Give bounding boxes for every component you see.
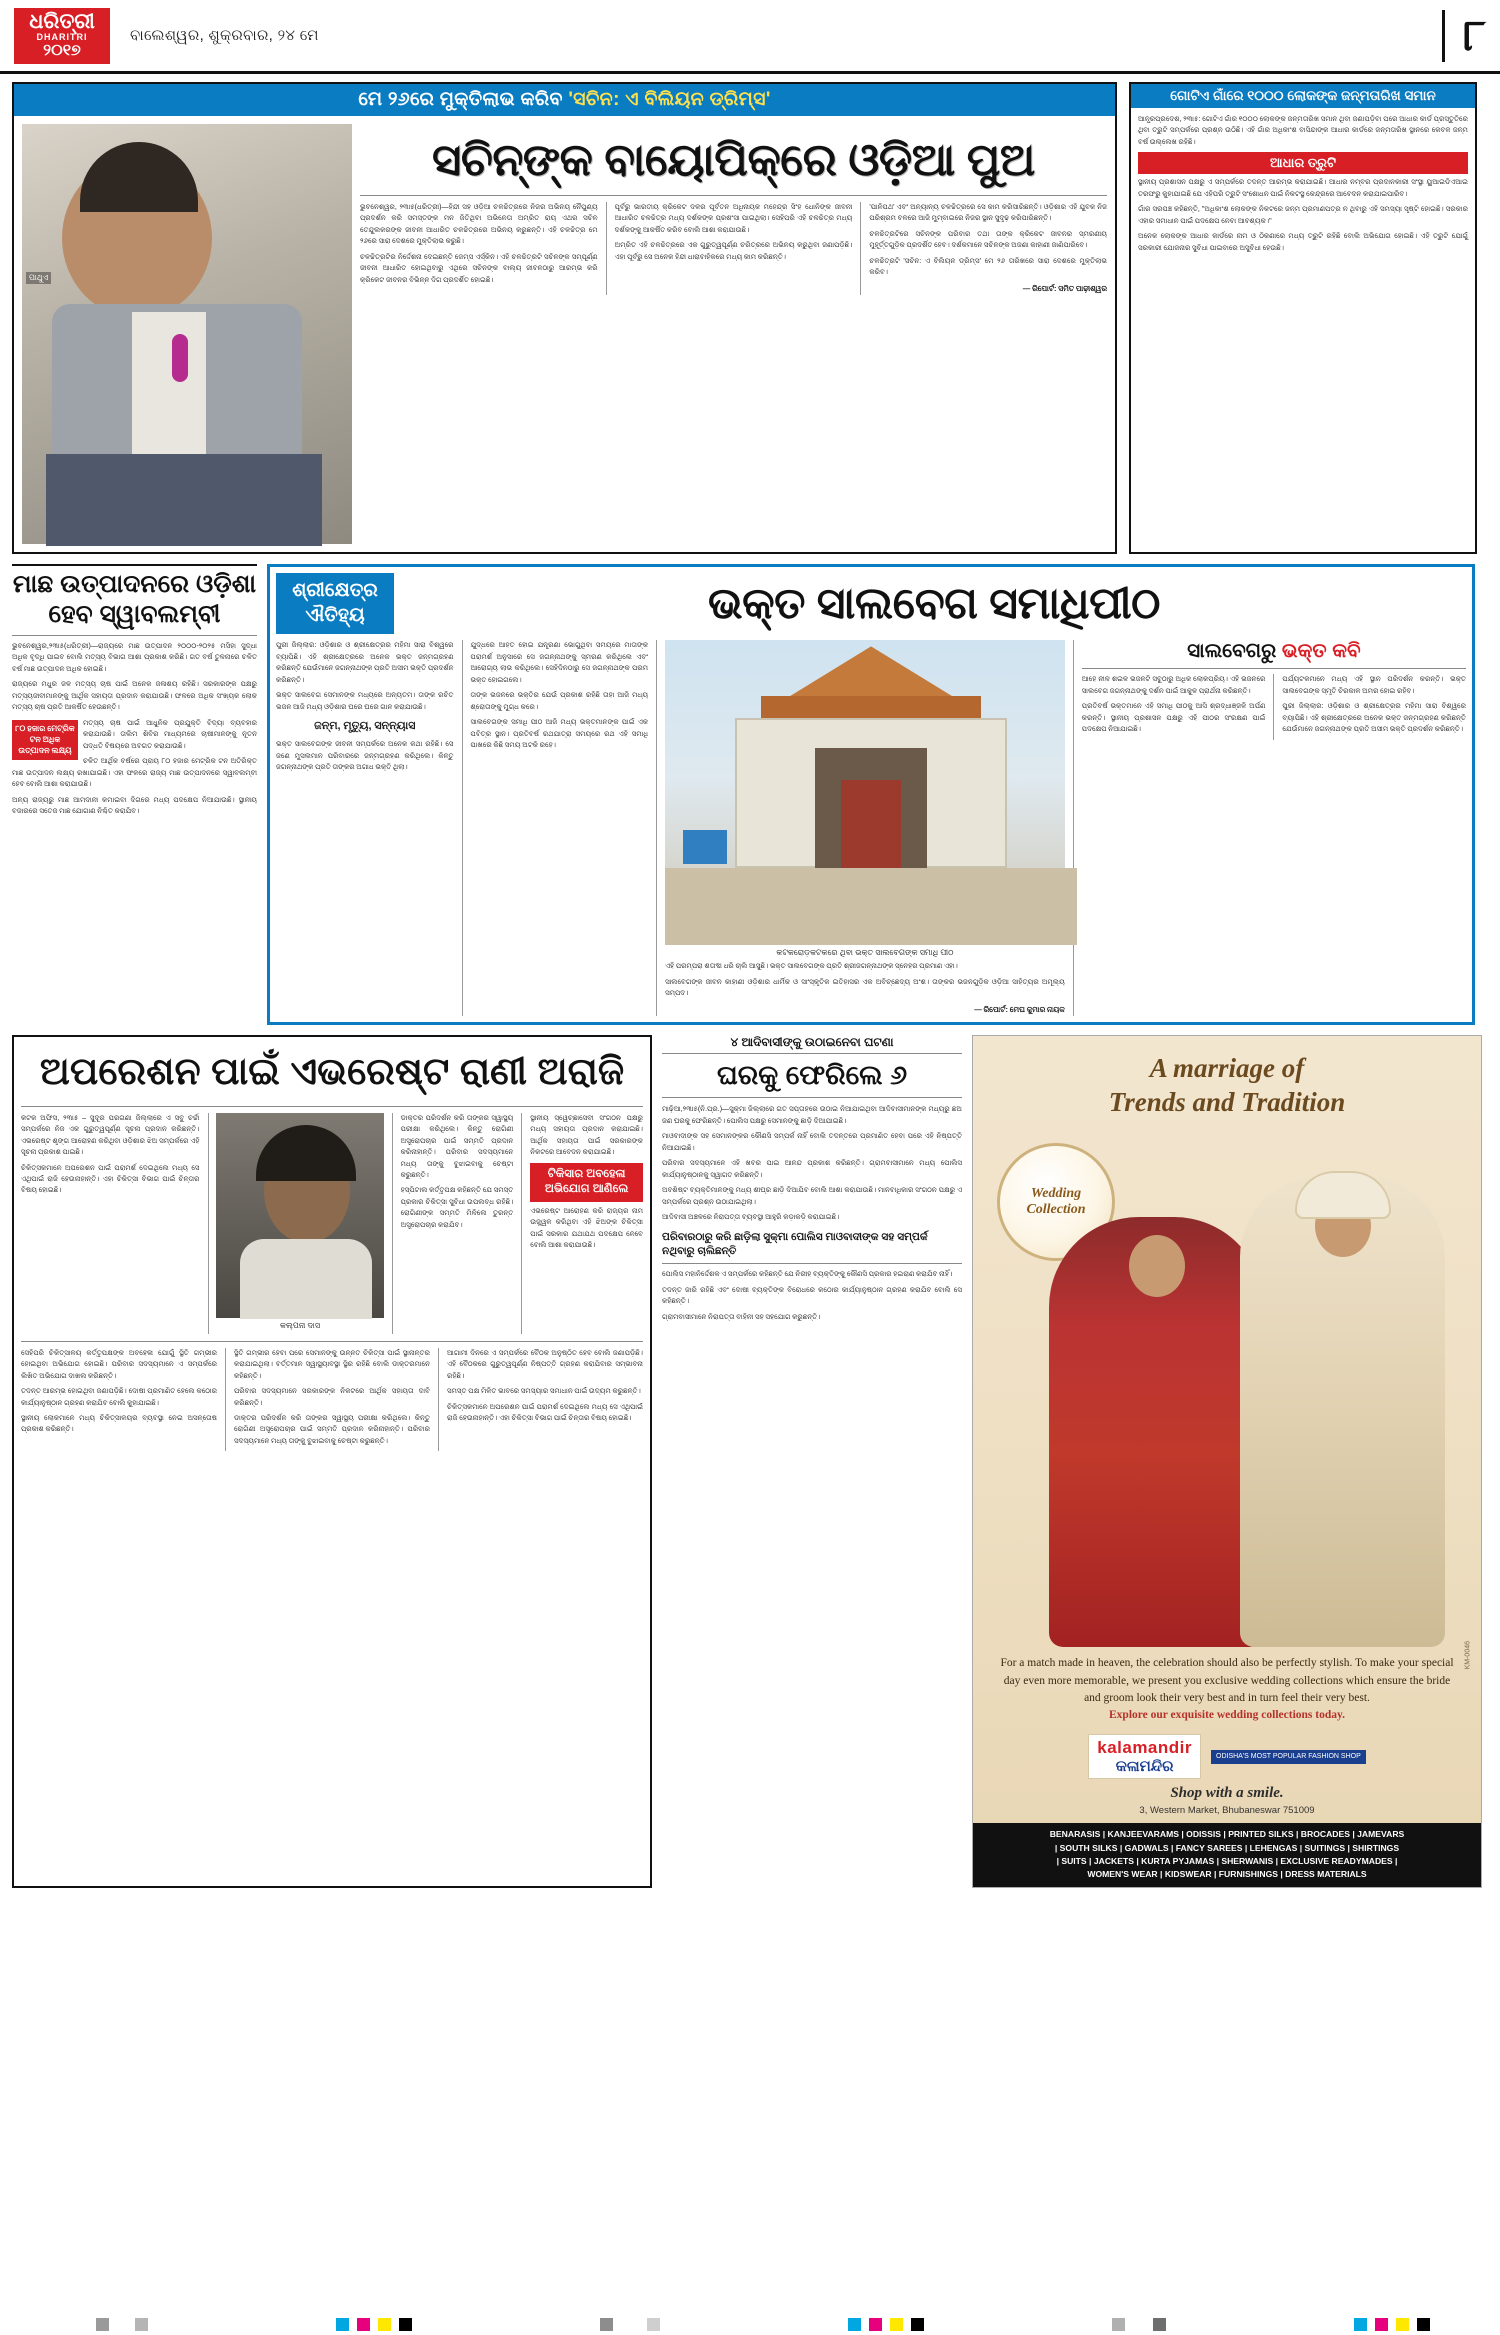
ad-title — [973, 1036, 1481, 1126]
lead-para: ଭୁବନେଶ୍ୱର, ୨୩ା୫(ଧରିତ୍ରୀ)—ହିନ୍ଦୀ ସହ ଓଡ଼ିଆ ଚଳଚ୍ଚିତ୍ରରେ ନିଜର ଅଭିନୟ ନୈପୁଣ୍ୟ ପ୍ରଦର୍ଶନ କରି ସମସ୍ତଙ୍କ ମନ ଜିତିଥିବା ଅଭିନେତା ଅମ୍ରିତ ରାୟ ଏଥର ସଚିନ ତେନ୍ଦୁଲକରଙ୍କ ଜୀବନୀ ଆଧାରିତ ଚଳଚ୍ଚିତ୍ରରେ ଅଭିନୟ କରୁଛନ୍ତି। ଏହି ଚଳଚ୍ଚିତ୍ର ମେ ୨୬ରେ ସାରା ଦେଶରେ ମୁକ୍ତିଲାଭ କରୁଛି। — [360, 203, 598, 246]
sukma-headline: ଘରକୁ ଫେରିଲେ ୬ — [716, 1059, 908, 1090]
salbeg-para: ଆହେ ନୀଳ ଶଇଳ ଭଜନଟି ସବୁଠାରୁ ଅଧିକ ଲୋକପ୍ରିୟ। ଏହି ଭଜନରେ ସାଲବେଗ ଜଗନ୍ନାଥଙ୍କୁ ଦର୍ଶନ ପାଇଁ ଆକୁଳ ପ୍ରାର୍ଥନା କରିଛନ୍ତି। — [1081, 675, 1266, 695]
reg-swatch-cyan — [848, 2318, 861, 2331]
salbeg-subhead-red: ଭକ୍ତ କବି — [1281, 640, 1361, 663]
salbeg-para: ଭକ୍ତ ସାଲବେଗ ସେମାନଙ୍କ ମଧ୍ୟରେ ଅନ୍ୟତମ। ତାଙ୍କ ରଚିତ ଭଜନ ଆଜି ମଧ୍ୟ ଓଡ଼ିଶାର ଘରେ ଘରେ ଗାନ କରାଯାଉଛି। — [276, 691, 454, 711]
ad-product-list — [973, 1823, 1481, 1886]
everest-para: ହସ୍ପିଟାଲ କର୍ତ୍ତୃପକ୍ଷ କହିଛନ୍ତି ଯେ ସମସ୍ତ ପ୍ରକାର ଚିକିତ୍ସା ସୁବିଧା ଉପଲବ୍ଧ ରହିଛି। ରୋଗିଣୀଙ୍କ ସମ୍ମତି ମିଳିଲେ ତୁରନ୍ତ ଅସ୍ତ୍ରୋପଚାର କରାଯିବ। — [400, 1186, 514, 1229]
ad-copy — [973, 1647, 1481, 1728]
salbeg-subhead: ଜନ୍ମ, ମୃତ୍ୟୁ, ସନ୍ନ୍ୟାସ — [314, 720, 416, 733]
reg-swatch-yellow — [378, 2318, 391, 2331]
salbeg-headline: ଭକ୍ତ ସାଲବେଗ ସମାଧିପୀଠ — [707, 578, 1161, 628]
fish-production-story — [12, 564, 257, 1025]
brand-name-en: kalamandir — [1097, 1738, 1192, 1758]
column-divider — [606, 202, 607, 295]
salbeg-feature — [267, 564, 1475, 1025]
lead-photo-label: ପାଥୁଏ — [26, 272, 51, 284]
kalpana-das-photo — [216, 1113, 383, 1318]
everest-para: ସ୍ଥାନୀୟ ଲୋକମାନେ ମଧ୍ୟ ଚିକିତ୍ସାଳୟର ବ୍ୟବସ୍ଥା ନେଇ ଅସନ୍ତୋଷ ପ୍ରକାଶ କରିଛନ୍ତି। — [21, 1413, 217, 1434]
page-number-wrap — [1442, 8, 1486, 64]
salbeg-para: ପ୍ରତିବର୍ଷ ଭକ୍ତମାନେ ଏହି ସମାଧି ପୀଠକୁ ଆସି ଶ୍ରଦ୍ଧାଞ୍ଜଳି ଅର୍ପଣ କରନ୍ତି। ସ୍ଥାନୀୟ ପ୍ରଶାସନ ପକ୍ଷରୁ ଏହି ପୀଠର ସଂରକ୍ଷଣ ପାଇଁ ପଦକ୍ଷେପ ନିଆଯାଇଛି। — [1081, 702, 1266, 734]
kalpana-das-caption: କଲ୍ପନା ଦାସ — [280, 1320, 321, 1330]
bride-figure — [1049, 1217, 1264, 1647]
newspaper-logo — [14, 8, 110, 64]
salbeg-right-divider — [1082, 668, 1466, 669]
lead-para: ପୂର୍ବରୁ ଭାରତୀୟ କ୍ରିକେଟ ଦଳର ପୂର୍ବତନ ଅଧିନାୟକ ମହେନ୍ଦ୍ର ସିଂହ ଧୋନିଙ୍କ ଜୀବନୀ ଆଧାରିତ ଚଳଚ୍ଚିତ୍ର ମଧ୍ୟ ଦର୍ଶକଙ୍କ ପ୍ରଶଂସା ପାଇଥିଲା। ସେହିପରି ଏହି ଚଳଚ୍ଚିତ୍ର ମଧ୍ୟ ଦର୍ଶକଙ୍କୁ ଆକର୍ଷିତ କରିବ ବୋଲି ଆଶା କରାଯାଉଛି। — [614, 203, 853, 234]
reg-swatch-cyan — [1354, 2318, 1367, 2331]
lead-kicker — [14, 84, 1115, 116]
salbeg-para: ଯୁଦ୍ଧରେ ଆହତ ହୋଇ ଯନ୍ତ୍ରଣା ଭୋଗୁଥିବା ସମୟରେ ମାତାଙ୍କ ପରାମର୍ଶ ଅନୁସାରେ ସେ ଜଗନ୍ନାଥଙ୍କୁ ସ୍ମରଣ କରିଥିଲେ ଏବଂ ଆରୋଗ୍ୟ ଲାଭ କରିଥିଲେ। ସେହିଦିନଠାରୁ ସେ ଜଗନ୍ନାଥଙ୍କ ପରମ ଭକ୍ତ ହୋଇଗଲେ। — [470, 641, 649, 684]
lead-column-3 — [869, 202, 1107, 295]
everest-para: ସ୍ଥାନୀୟ ସ୍ୱେଚ୍ଛାସେବୀ ସଂଗଠନ ପକ୍ଷରୁ ମଧ୍ୟ ସହାୟତା ପ୍ରଦାନ କରାଯାଇଛି। ଆର୍ଥିକ ସହାୟତା ପାଇଁ ସରକାରଙ୍କ ନିକଟରେ ଆବେଦନ କରାଯାଇଛି। — [530, 1113, 643, 1157]
reg-swatch-gray — [600, 2318, 613, 2331]
edition-line: ବାଲେଶ୍ୱର, ଶୁକ୍ରବାର, ୨୪ ମେ — [130, 27, 319, 44]
lead-story — [12, 82, 1117, 554]
column-divider — [208, 1113, 209, 1334]
aadhaar-para: ସ୍ଥାନୀୟ ପ୍ରଶାସନ ପକ୍ଷରୁ ଏ ସମ୍ପର୍କରେ ତଦନ୍ତ ଆରମ୍ଭ କରାଯାଇଛି। ଆଧାର ନମ୍ବର ପ୍ରଦାନକାରୀ ସଂସ୍ଥା ୟୁଆଇଡିଏଆଇ ତରଫରୁ କୁହାଯାଇଛି ଯେ ଏହିପରି ତ୍ରୁଟି ସଂଶୋଧନ ପାଇଁ ନିକଟସ୍ଥ କେନ୍ଦ୍ରରେ ଆବେଦନ କରାଯାଇପାରିବ। — [1138, 178, 1468, 198]
everest-para: ତଦନ୍ତ ଆରମ୍ଭ ହୋଇଥିବା ଜଣାପଡ଼ିଛି। ଦୋଷୀ ପ୍ରମାଣିତ ହେଲେ କଠୋର କାର୍ଯ୍ୟାନୁଷ୍ଠାନ ଗ୍ରହଣ କରାଯିବ ବୋଲି କୁହାଯାଇଛି। — [21, 1387, 217, 1407]
everest-photo-column — [216, 1113, 383, 1334]
lead-para: ଚଳଚ୍ଚିତ୍ରଟିର ନିର୍ଦ୍ଦେଶନା ଦେଇଛନ୍ତି ଜେମ୍ସ ଏର୍ସ୍କିନ। ଏହି ଚଳଚ୍ଚିତ୍ରଟି ସଚିନଙ୍କ ସମ୍ପୂର୍ଣ୍ଣ ଜୀବନୀ ଆଧାରିତ ହୋଇଥିବାରୁ ଏଥିରେ ସଚିନଙ୍କ ବାଲ୍ୟ ଜୀବନଠାରୁ ଆରମ୍ଭ କରି କ୍ରିକେଟ ଜୀବନର ବିଭିନ୍ନ ଦିଗ ପ୍ରଦର୍ଶିତ ହୋଇଛି। — [360, 252, 598, 284]
reg-swatch-gray — [1153, 2318, 1166, 2331]
salbeg-right-col-2 — [1282, 674, 1466, 739]
salbeg-para: ପର୍ଯ୍ୟଟକମାନେ ମଧ୍ୟ ଏହି ସ୍ଥାନ ପରିଦର୍ଶନ କରନ୍ତି। ଭକ୍ତ ସାଲବେଗଙ୍କ ସ୍ମୃତି ଚିରକାଳ ଅମର ହୋଇ ରହିବ। — [1282, 675, 1466, 695]
advertisement[interactable] — [972, 1035, 1482, 1888]
sukma-para: ମାଢ଼ିଆ,୨୩ା୫(ନି.ପ୍ର.)—ସୁକ୍ମା ଜିଲ୍ଲାରେ ଗତ ସପ୍ତାହରେ ଉଠାଇ ନିଆଯାଇଥିବା ଆଦିବାସୀମାନଙ୍କ ମଧ୍ୟରୁ ଛଅ ଜଣ ଘରକୁ ଫେରିଛନ୍ତି। ପୋଲିସ ପକ୍ଷରୁ ସେମାନଙ୍କୁ ଛାଡ଼ି ଦିଆଯାଇଛି। — [662, 1105, 962, 1125]
everest-para: ସ୍ଥିତି ଗମ୍ଭୀର ହେବା ପରେ ସେମାନଙ୍କୁ ଉନ୍ନତ ଚିକିତ୍ସା ପାଇଁ ସ୍ଥାନାନ୍ତର କରାଯାଇଥିଲା। ବର୍ତ୍ତମାନ ସ୍ୱାସ୍ଥ୍ୟାବସ୍ଥା ସ୍ଥିର ରହିଛି ବୋଲି ଡାକ୍ତରମାନେ କହିଛନ୍ତି। — [234, 1348, 430, 1380]
salbeg-byline: — ରିପୋର୍ଟ: ମେଘ କୁମାର ନାୟକ — [974, 1004, 1065, 1014]
reg-swatch-black — [1417, 2318, 1430, 2331]
lead-para: ଚଳଚ୍ଚିତ୍ରଟି 'ସଚିନ: ଏ ବିଲିୟନ ଡ୍ରିମ୍ସ' ମେ ୨୬ ତାରିଖରେ ସାରା ଦେଶରେ ମୁକ୍ତିଲାଭ କରିବ। — [869, 256, 1108, 277]
aadhaar-headline: ଗୋଟିଏ ଗାଁରେ ୧୦୦୦ ଲୋକଙ୍କ ଜନ୍ମତାରିଖ ସମାନ — [1131, 84, 1475, 108]
sukma-body-lower — [662, 1269, 962, 1323]
everest-lower-divider — [21, 1341, 643, 1342]
ad-title-line2: Trends and Tradition — [1108, 1086, 1346, 1117]
salbeg-para: ଏହି ପରମ୍ପରା ଶତାବ୍ଦୀ ଧରି ଚାଲି ଆସୁଛି। ଭକ୍ତ ସାଲବେଗଙ୍କ ପ୍ରତି ଶ୍ରୀଜଗନ୍ନାଥଙ୍କ ସ୍ନେହର ପ୍ରମାଣ ଏହା। — [665, 962, 958, 971]
salbeg-right-column — [1082, 640, 1466, 1016]
sukma-subhead: ପରିବାରଠାରୁ କରି ଛାଡ଼ିଲା ସୁକ୍ମା ପୋଲିସ ମାଓବାଦୀଙ୍କ ସହ ସମ୍ପର୍କ ନଥିବାରୁ ଚାଲିଛନ୍ତି — [662, 1230, 928, 1258]
salbeg-column-2 — [471, 640, 649, 1016]
lead-divider — [360, 195, 1107, 196]
print-registration-bar — [0, 2313, 1500, 2335]
aadhaar-body-bottom — [1138, 177, 1468, 254]
salbeg-photo-wrap — [665, 640, 1065, 945]
fish-headline: ମାଛ ଉତ୍ପାଦନରେ ଓଡ଼ିଶା ହେବ ସ୍ୱାବଲମ୍ବୀ — [12, 570, 257, 628]
ad-side-code: KM-0046 — [1464, 1641, 1471, 1670]
reg-swatch-cyan — [336, 2318, 349, 2331]
lead-column-2 — [615, 202, 853, 295]
fish-para: ଚଳିତ ଆର୍ଥିକ ବର୍ଷରେ ପ୍ରାୟ ୮୦ ହଜାର ମେଟ୍ରିକ ଟନ ଅତିରିକ୍ତ ମାଛ ଉତ୍ପାଦନ ଲକ୍ଷ୍ୟ ରଖାଯାଇଛି। ଏହା ଫଳରେ ରାଜ୍ୟ ମାଛ ଉତ୍ପାଦନରେ ସ୍ୱାବଲମ୍ବୀ ହେବ ବୋଲି ଆଶା କରାଯାଉଛି। — [12, 757, 257, 789]
sukma-story — [662, 1035, 962, 1888]
lead-para: ଚଳଚ୍ଚିତ୍ରଟିରେ ସଚିନଙ୍କ ପରିବାର ତଥା ତାଙ୍କ କ୍ରିକେଟ ଜୀବନର ସ୍ମରଣୀୟ ମୁହୂର୍ତ୍ତଗୁଡ଼ିକ ପ୍ରଦର୍ଶିତ ହେବ। ଦର୍ଶକମାନେ ସଚିନଙ୍କ ଅଜଣା କାହାଣୀ ଜାଣିପାରିବେ। — [869, 229, 1108, 250]
aadhaar-para: ଅନେକ ଲୋକଙ୍କ ଆଧାର କାର୍ଡରେ ନାମ ଓ ଠିକଣାରେ ମଧ୍ୟ ତ୍ରୁଟି ରହିଛି ବୋଲି ଅଭିଯୋଗ ହୋଇଛି। ଏହି ତ୍ରୁଟି ଯୋଗୁଁ ସରକାରୀ ଯୋଜନାର ସୁବିଧା ପାଇବାରେ ଅସୁବିଧା ହେଉଛି। — [1138, 232, 1468, 252]
masthead — [0, 0, 1500, 74]
salbeg-para: ପୁରୀ ଜିଲ୍ଲାର: ଓଡ଼ିଶାର ଓ ଶ୍ରୀକ୍ଷେତ୍ରର ମହିମା ସାରା ବିଶ୍ୱରେ ବ୍ୟାପିଛି। ଏହି ଶ୍ରୀକ୍ଷେତ୍ରରେ ଅନେକ ଭକ୍ତ ଜନ୍ମଗ୍ରହଣ କରିଛନ୍ତି ଯେଉଁମାନେ ଜଗନ୍ନାଥଙ୍କ ପ୍ରତି ଅସୀମ ଭକ୍ତି ପ୍ରଦର୍ଶନ କରିଛନ୍ତି। — [276, 641, 454, 684]
fish-para: ଭୁବନେଶ୍ୱର,୨୩ା୫(ଧରିତ୍ରୀ)—ରାଜ୍ୟରେ ମାଛ ଉତ୍ପାଦନ ୨୦୦୦-୨୦୨୫ ମସିହା ସୁଦ୍ଧା ଅଧିକ ବୃଦ୍ଧି ପାଇବ ବୋଲି ମତ୍ସ୍ୟ ବିଭାଗ ଆଶା ପ୍ରକାଶ କରିଛି। ଗତ ବର୍ଷ ତୁଳନାରେ ଚଳିତ ବର୍ଷ ମାଛ ଉତ୍ପାଦନ ଅଧିକ ହୋଇଛି। — [12, 642, 257, 673]
everest-para: ସମସ୍ତ ପକ୍ଷ ମିଳିତ ଭାବରେ ସମସ୍ୟାର ସମାଧାନ ପାଇଁ ଉଦ୍ୟମ କରୁଛନ୍ତି। — [447, 1387, 641, 1396]
everest-pullquote: ଟିକିସାର ଅବହେଳା ଅଭିଯୋଗ ଆଣିଲେ — [530, 1163, 643, 1202]
lead-column-1 — [360, 202, 598, 295]
reg-swatch-magenta — [869, 2318, 882, 2331]
salbeg-photo-col-text — [665, 961, 1065, 1016]
everest-para: ଡାକ୍ତର ପରିଦର୍ଶନ କରି ତାଙ୍କର ସ୍ୱାସ୍ଥ୍ୟ ପରୀକ୍ଷା କରିଥିଲେ। କିନ୍ତୁ ରୋଗିଣୀ ଅସ୍ତ୍ରୋପଚାର ପାଇଁ ସମ୍ମତି ପ୍ରଦାନ କରିନାହାନ୍ତି। ପରିବାର ସଦସ୍ୟମାନେ ମଧ୍ୟ ତାଙ୍କୁ ବୁଝାଇବାକୁ ଚେଷ୍ଟା କରୁଛନ୍ତି। — [400, 1113, 514, 1179]
salbeg-badge-line1: ଶ୍ରୀକ୍ଷେତ୍ର — [292, 580, 378, 601]
lead-para: ଅମ୍ରିତ ଏହି ଚଳଚ୍ଚିତ୍ରରେ ଏକ ଗୁରୁତ୍ୱପୂର୍ଣ୍ଣ ଚରିତ୍ରରେ ଅଭିନୟ କରୁଥିବା ଜଣାପଡ଼ିଛି। ଏହା ପୂର୍ବରୁ ସେ ଅନେକ ହିନ୍ଦୀ ଧାରାବାହିକରେ ମଧ୍ୟ କାମ କରିଛନ୍ତି। — [614, 241, 853, 261]
bride-head — [1129, 1235, 1185, 1297]
column-divider — [521, 1113, 522, 1334]
everest-column-2 — [401, 1113, 514, 1334]
salbeg-photo-caption: କଟକରୋଡ଼କଟକରେ ଥିବା ଭକ୍ତ ସାଲବେଗଙ୍କ ସମାଧି ପୀଠ — [776, 948, 954, 958]
everest-para: ଚିକିତ୍ସକମାନେ ଅପରେଶନ ପାଇଁ ପରାମର୍ଶ ଦେଇଥିଲେ ମଧ୍ୟ ସେ ଏଥିପାଇଁ ରାଜି ହେଉନାହାନ୍ତି। ଏହା ଚିକିତ୍ସା ବିଭାଗ ପାଇଁ ଚିନ୍ତାର ବିଷୟ ହୋଇଛି। — [447, 1402, 643, 1422]
seal-line1: Wedding — [1030, 1185, 1082, 1201]
column-divider — [462, 640, 463, 1016]
sukma-para: ଆଦିବାସୀ ଅଞ୍ଚଳରେ ନିରାପତ୍ତା ବ୍ୟବସ୍ଥା ଆହୁରି କଡ଼ାକଡ଼ି କରାଯାଇଛି। — [662, 1213, 840, 1222]
bottom-section — [0, 1025, 1500, 1888]
reg-swatch-gray — [96, 2318, 109, 2331]
lead-columns — [360, 202, 1107, 295]
masthead-divider — [1442, 10, 1445, 62]
turban-icon — [1295, 1171, 1391, 1219]
salbeg-para: ସାଲବେଗଙ୍କ ଜୀବନ କାହାଣୀ ଓଡ଼ିଶାର ଧାର୍ମିକ ଓ ସାଂସ୍କୃତିକ ଇତିହାସର ଏକ ଅବିଚ୍ଛେଦ୍ୟ ଅଂଶ। ତାଙ୍କର ଭଜନଗୁଡ଼ିକ ଓଡ଼ିଆ ସାହିତ୍ୟର ଅମୂଲ୍ୟ ସମ୍ପଦ। — [665, 977, 1065, 998]
everest-para: ଚିକିତ୍ସକମାନେ ଅପରେଶନ ପାଇଁ ପରାମର୍ଶ ଦେଇଥିଲେ ମଧ୍ୟ ସେ ଏଥିପାଇଁ ରାଜି ହେଉନାହାନ୍ତି। ଏହା ଚିକିତ୍ସା ବିଭାଗ ପାଇଁ ଚିନ୍ତାର ବିଷୟ ହୋଇଛି। — [21, 1163, 200, 1195]
status-badge: ଆଧାର ତ୍ରୁଟି — [1138, 152, 1468, 174]
salbeg-para: ସାଲବେଗଙ୍କ ସମାଧି ପୀଠ ଆଜି ମଧ୍ୟ ଭକ୍ତମାନଙ୍କ ପାଇଁ ଏକ ପବିତ୍ର ସ୍ଥାନ। ପ୍ରତିବର୍ଷ ରଥଯାତ୍ରା ସମୟରେ ରଥ ଏହି ସମାଧି ପାଖରେ କିଛି ସମୟ ଅଟକି ରହେ। — [470, 718, 649, 750]
column-divider — [860, 202, 861, 295]
ad-product-line-1: BENARASIS | KANJEEVARAMS | ODISSIS | PRINTED SILKS | BROCADES | JAMEVARS — [1049, 1829, 1405, 1840]
logo-subtitle: DHARITRI — [36, 32, 88, 43]
reg-swatch-black — [399, 2318, 412, 2331]
page-number: ୮ — [1463, 10, 1486, 60]
reg-swatch-magenta — [1375, 2318, 1388, 2331]
sukma-divider-top — [662, 1053, 962, 1054]
ad-brand-row[interactable] — [973, 1734, 1481, 1779]
column-divider — [438, 1348, 439, 1452]
top-section — [0, 74, 1500, 554]
everest-lower-column-1 — [21, 1348, 217, 1452]
brand-logo[interactable] — [1088, 1734, 1201, 1779]
ad-address: 3, Western Market, Bhubaneswar 751009 — [1139, 1805, 1315, 1817]
fish-divider — [12, 635, 257, 636]
aadhaar-story — [1129, 82, 1477, 554]
reg-swatch-yellow — [890, 2318, 903, 2331]
ad-image-stage — [979, 1127, 1475, 1670]
lead-byline: — ରିପୋର୍ଟ: ସମିତ ପାଢ଼ୀଶ୍ୱର — [1022, 283, 1108, 293]
salbeg-column-1 — [276, 640, 454, 1016]
salbeg-subhead-plain: ସାଲବେଗରୁ — [1187, 640, 1282, 663]
lead-photo — [22, 124, 352, 544]
ad-title-line1: A marriage of — [1149, 1052, 1305, 1083]
salbeg-header — [276, 573, 1466, 634]
fish-para: ଅନ୍ୟ ରାଜ୍ୟରୁ ମାଛ ଆମଦାନୀ କମାଇବା ଦିଗରେ ମଧ୍ୟ ପଦକ୍ଷେପ ନିଆଯାଉଛି। ସ୍ଥାନୀୟ ବଜାରରେ ସତେଜ ମାଛ ଯୋଗାଣ ନିଶ୍ଚିତ କରାଯିବ। — [12, 795, 257, 816]
reg-swatch-gray — [1112, 2318, 1125, 2331]
groom-figure — [1240, 1177, 1445, 1647]
salbeg-body — [276, 640, 1466, 1016]
everest-headline: ଅପରେଶନ ପାଇଁ ଏଭରେଷ୍ଟ ରାଣୀ ଅରାଜି — [39, 1050, 625, 1093]
ad-copy-text: For a match made in heaven, the celebration should also be perfectly stylish. To make your special day even more memorable, we present you exclusive wedding collections which ensure the bride and groom look their very best and in turn feel their very best. — [1000, 1657, 1454, 1704]
reg-swatch-magenta — [357, 2318, 370, 2331]
column-divider — [392, 1113, 393, 1334]
salbeg-right-col-1 — [1082, 674, 1266, 739]
column-divider — [225, 1348, 226, 1452]
everest-para: କଟକ ଅଫିସ, ୨୩ା୫ – ସୁଦୂର ପରଗଣା ଜିଲ୍ଲାରେ ଏ ସବୁ ଚର୍ଚ୍ଚା ସମ୍ପର୍କରେ ନିଜ ଏକ ଗୁରୁତ୍ୱପୂର୍ଣ୍ଣ ସୂଚନା ପ୍ରଦାନ କରିଛନ୍ତି। ଏଭରେଷ୍ଟ ଶୃଙ୍ଗ ଆରୋହଣ କରିଥିବା ଓଡ଼ିଶାର ଝିଅ ସମ୍ପର୍କରେ ଏହି ସୂଚନା ପ୍ରକାଶ ପାଇଛି। — [21, 1113, 200, 1157]
column-divider — [656, 640, 657, 1016]
everest-para: ଏଭରେଷ୍ଟ ଆରୋହଣ କରି ରାଜ୍ୟର ନାମ ଉଜ୍ଜ୍ୱଳ କରିଥିବା ଏହି ଝିଅଙ୍କ ଚିକିତ୍ସା ପାଇଁ ସରକାର ଯଥାଯଥ ପଦକ୍ଷେପ ନେବେ ବୋଲି ଆଶା କରାଯାଉଛି। — [530, 1206, 643, 1249]
lead-kicker-highlight: 'ସଚିନ: ଏ ବିଲିୟନ ଡ୍ରିମ୍ସ' — [568, 89, 771, 110]
everest-lower-column-3 — [447, 1348, 643, 1452]
everest-para: ସେହିପରି ଚିକିତ୍ସାଳୟ କର୍ତ୍ତୃପକ୍ଷଙ୍କ ଅବହେଳା ଯୋଗୁଁ ସ୍ଥିତି ଗମ୍ଭୀର ହୋଇଥିବା ଅଭିଯୋଗ ହୋଇଛି। ପରିବାର ସଦସ୍ୟମାନେ ଏ ସମ୍ପର୍କରେ ଲିଖିତ ଅଭିଯୋଗ ଦାଖଲ କରିଛନ୍ତି। — [21, 1348, 217, 1380]
fish-pullquote: ୮୦ ହଜାର ମେଟ୍ରିକ ଟନ ଅଧିକ ଉତ୍ପାଦନ ଲକ୍ଷ୍ୟ — [12, 720, 78, 760]
reg-swatch-gray — [647, 2318, 660, 2331]
aadhaar-para: ଆନ୍ଧ୍ରପ୍ରଦେଶ, ୨୩ା୫: ଗୋଟିଏ ଗାଁର ୧୦୦୦ ଲୋକଙ୍କ ଜନ୍ମତାରିଖ ସମାନ ଥିବା ଜଣାପଡ଼ିବା ପରେ ଆଧାର କାର୍ଡ ପ୍ରସ୍ତୁତିରେ ଥିବା ତ୍ରୁଟି ସମ୍ପର୍କରେ ପ୍ରଶ୍ନ ଉଠିଛି। ଏହି ଗାଁର ଅଧିକାଂଶ ବାସିନ୍ଦାଙ୍କ ଆଧାର କାର୍ଡରେ ଜନ୍ମତାରିଖ ସ୍ଥାନରେ କେବଳ ଜନ୍ମ ବର୍ଷ ଉଲ୍ଲେଖ ରହିଛି। — [1138, 115, 1468, 146]
ad-copy-accent: Explore our exquisite wedding collections today. — [1109, 1709, 1345, 1722]
lead-para: 'ପାନିପଥ' ଏବଂ ଅନ୍ୟାନ୍ୟ ଚଳଚ୍ଚିତ୍ରରେ ସେ କାମ କରିସାରିଛନ୍ତି। ଓଡ଼ିଶାର ଏହି ଯୁବକ ନିଜ ପରିଶ୍ରମ ବଳରେ ଆଜି ମୁମ୍ବାଇରେ ନିଜର ସ୍ଥାନ ସୁଦୃଢ଼ କରିପାରିଛନ୍ତି। — [869, 203, 1108, 223]
lead-photo-wrap — [22, 124, 352, 544]
fish-para: ମତ୍ସ୍ୟ ଚାଷ ପାଇଁ ଆଧୁନିକ ପ୍ରଯୁକ୍ତି ବିଦ୍ୟା ବ୍ୟବହାର କରାଯାଉଛି। ତାଲିମ ଶିବିର ମାଧ୍ୟମରେ ଚାଷୀମାନଙ୍କୁ ନୂତନ ପଦ୍ଧତି ବିଷୟରେ ଅବଗତ କରାଯାଉଛି। — [83, 718, 257, 750]
middle-section — [0, 554, 1500, 1025]
sukma-divider — [662, 1097, 962, 1098]
aadhaar-body-top — [1138, 114, 1468, 148]
lead-headline: ସଚିନ୍‌ଙ୍କ ବାୟୋପିକ୍‌ରେ ଓଡ଼ିଆ ପୁଅ — [432, 134, 1035, 185]
ad-product-line-4: WOMEN'S WEAR | KIDSWEAR | FURNISHINGS | DRESS MATERIALS — [1087, 1869, 1367, 1880]
sukma-para: ତଦନ୍ତ ଜାରି ରହିଛି ଏବଂ ଦୋଷୀ ବ୍ୟକ୍ତିଙ୍କ ବିରୋଧରେ କଠୋର କାର୍ଯ୍ୟାନୁଷ୍ଠାନ ଗ୍ରହଣ କରାଯିବ ବୋଲି ସେ କହିଛନ୍ତି। — [662, 1285, 962, 1306]
everest-column-3 — [530, 1113, 643, 1334]
seal-line2: Collection — [1026, 1202, 1086, 1218]
everest-lower-column-2 — [234, 1348, 430, 1452]
sukma-para: ଅବଶିଷ୍ଟ ବ୍ୟକ୍ତିମାନଙ୍କୁ ମଧ୍ୟ ଶୀଘ୍ର ଛାଡ଼ି ଦିଆଯିବ ବୋଲି ଆଶା କରାଯାଉଛି। ମାନବାଧିକାର ସଂଗଠନ ପକ୍ଷରୁ ଏ ସମ୍ପର୍କରେ ପ୍ରଶ୍ନ ଉଠାଯାଇଥିଲା। — [662, 1186, 962, 1206]
logo-year: ୨୦୧୭ — [43, 41, 81, 59]
column-divider — [1073, 640, 1074, 1016]
salbeg-right-subhead — [1082, 640, 1466, 663]
salbeg-tomb-photo — [665, 640, 1065, 945]
brand-badge: ODISHA'S MOST POPULAR FASHION SHOP — [1211, 1750, 1366, 1765]
everest-story — [12, 1035, 652, 1888]
sukma-para: ଗ୍ରାମବାସୀମାନେ ନିରାପତ୍ତା ବାହିନୀ ସହ ସହଯୋଗ କରୁଛନ୍ତି। — [662, 1312, 821, 1321]
everest-para: ଆଗାମୀ ଦିନରେ ଏ ସମ୍ପର୍କରେ ବୈଠକ ଅନୁଷ୍ଠିତ ହେବ ବୋଲି ଜଣାପଡ଼ିଛି। ଏହି ବୈଠକରେ ଗୁରୁତ୍ୱପୂର୍ଣ୍ଣ ନିଷ୍ପତ୍ତି ଗ୍ରହଣ କରାଯିବାର ସମ୍ଭାବନା ରହିଛି। — [447, 1348, 643, 1380]
sukma-para: ମାଓବାଦୀଙ୍କ ସହ ସେମାନଙ୍କର କୌଣସି ସମ୍ପର୍କ ନାହିଁ ବୋଲି ତଦନ୍ତରେ ପ୍ରମାଣିତ ହେବା ପରେ ଏହି ନିଷ୍ପତ୍ତି ନିଆଯାଇଛି। — [662, 1132, 962, 1152]
ad-product-line-3: | SUITS | JACKETS | KURTA PYJAMAS | SHERWANIS | EXCLUSIVE READYMADES | — [1056, 1856, 1398, 1867]
sukma-body — [662, 1104, 962, 1223]
fish-para: ରାଜ୍ୟରେ ମଧୁର ଜଳ ମତ୍ସ୍ୟ ଚାଷ ପାଇଁ ଅନେକ ଜଳାଶୟ ରହିଛି। ସରକାରଙ୍କ ପକ୍ଷରୁ ମତ୍ସ୍ୟଜୀବୀମାନଙ୍କୁ ଆର୍ଥିକ ସହାୟତା ପ୍ରଦାନ କରାଯାଉଛି। ଫଳରେ ଅଧିକ ସଂଖ୍ୟକ ଲୋକ ମତ୍ସ୍ୟ ଚାଷ ପ୍ରତି ଆକର୍ଷିତ ହେଉଛନ୍ତି। — [12, 680, 257, 712]
everest-divider — [21, 1106, 643, 1107]
lead-kicker-plain: ମେ ୨୬ରେ ମୁକ୍ତିଲାଭ କରିବ — [358, 89, 569, 110]
salbeg-para: ପୁରୀ ଜିଲ୍ଲାର: ଓଡ଼ିଶାର ଓ ଶ୍ରୀକ୍ଷେତ୍ରର ମହିମା ସାରା ବିଶ୍ୱରେ ବ୍ୟାପିଛି। ଏହି ଶ୍ରୀକ୍ଷେତ୍ରରେ ଅନେକ ଭକ୍ତ ଜନ୍ମଗ୍ରହଣ କରିଛନ୍ତି ଯେଉଁମାନେ ଜଗନ୍ନାଥଙ୍କ ପ୍ରତି ଅସୀମ ଭକ୍ତି ପ୍ରଦର୍ଶନ କରିଛନ୍ତି। — [1282, 702, 1466, 734]
salbeg-badge — [276, 573, 394, 634]
ad-product-line-2: | SOUTH SILKS | GADWALS | FANCY SAREES | LEHENGAS | SUITINGS | SHIRTINGS — [1054, 1842, 1400, 1853]
everest-para: ଡାକ୍ତର ପରିଦର୍ଶନ କରି ତାଙ୍କର ସ୍ୱାସ୍ଥ୍ୟ ପରୀକ୍ଷା କରିଥିଲେ। କିନ୍ତୁ ରୋଗିଣୀ ଅସ୍ତ୍ରୋପଚାର ପାଇଁ ସମ୍ମତି ପ୍ରଦାନ କରିନାହାନ୍ତି। ପରିବାର ସଦସ୍ୟମାନେ ମଧ୍ୟ ତାଙ୍କୁ ବୁଝାଇବାକୁ ଚେଷ୍ଟା କରୁଛନ୍ତି। — [234, 1413, 430, 1445]
sukma-para: ପରିବାର ସଦସ୍ୟମାନେ ଏହି ଖବର ପାଇ ଆନନ୍ଦ ପ୍ରକାଶ କରିଛନ୍ତି। ଗ୍ରାମବାସୀମାନେ ମଧ୍ୟ ପୋଲିସ କାର୍ଯ୍ୟାନୁଷ୍ଠାନକୁ ସ୍ୱାଗତ କରିଛନ୍ତି। — [662, 1159, 962, 1179]
sukma-para: ପୋଲିସ ମହାନିର୍ଦ୍ଦେଶକ ଏ ସମ୍ପର୍କରେ କହିଛନ୍ତି ଯେ ନିରୀହ ବ୍ୟକ୍ତିଙ୍କୁ କୌଣସି ପ୍ରକାର ହଇରାଣ କରାଯିବ ନାହିଁ। — [662, 1270, 953, 1279]
reg-swatch-gray — [135, 2318, 148, 2331]
ad-tagline: Shop with a smile. — [1170, 1785, 1284, 1802]
brand-name-or: କଳାମନ୍ଦିର — [1115, 1758, 1174, 1776]
salbeg-badge-line2: ଐତିହ୍ୟ — [305, 604, 365, 626]
everest-para: ପରିବାର ସଦସ୍ୟମାନେ ସରକାରଙ୍କ ନିକଟରେ ଆର୍ଥିକ ସହାୟତା ଦାବି କରିଛନ୍ତି। — [234, 1387, 430, 1407]
aadhaar-para: ଗାଁର ସରପଞ୍ଚ କହିଛନ୍ତି, "ଅଧିକାଂଶ ଲୋକଙ୍କ ନିକଟରେ ଜନ୍ମ ପ୍ରମାଣପତ୍ର ନ ଥିବାରୁ ଏହି ସମସ୍ୟା ସୃଷ୍ଟି ହୋଇଛି। ସରକାର ଏହାର ସମାଧାନ ପାଇଁ ପଦକ୍ଷେପ ନେବା ଆବଶ୍ୟକ।" — [1138, 205, 1468, 225]
fish-body — [12, 641, 257, 818]
salbeg-photo-column — [665, 640, 1065, 1016]
everest-column-1 — [21, 1113, 200, 1334]
logo-title: ଧରିତ୍ରୀ — [29, 10, 95, 34]
reg-swatch-black — [911, 2318, 924, 2331]
sukma-divider-2 — [662, 1263, 962, 1264]
salbeg-para: ତାଙ୍କ ଭଜନରେ ଭକ୍ତିର ଯେଉଁ ପ୍ରକାଶ ରହିଛି ତାହା ଆଜି ମଧ୍ୟ ଶ୍ରୋତାଙ୍କୁ ମୁଗ୍ଧ କରେ। — [470, 691, 649, 711]
salbeg-para: ଭକ୍ତ ସାଲବେଗଙ୍କ ଜୀବନୀ ସମ୍ପର୍କରେ ଅନେକ କଥା ରହିଛି। ସେ ଜଣେ ମୁସଲମାନ ପରିବାରରେ ଜନ୍ମଗ୍ରହଣ କରିଥିଲେ। କିନ୍ତୁ ଜଗନ୍ନାଥଙ୍କ ପ୍ରତି ତାଙ୍କର ଅଗାଧ ଭକ୍ତି ଥିଲା। — [276, 740, 454, 772]
sukma-kicker: ୪ ଆଦିବାସୀଙ୍କୁ ଉଠାଇନେବା ଘଟଣା — [730, 1034, 894, 1049]
column-divider — [1273, 674, 1274, 739]
reg-swatch-yellow — [1396, 2318, 1409, 2331]
